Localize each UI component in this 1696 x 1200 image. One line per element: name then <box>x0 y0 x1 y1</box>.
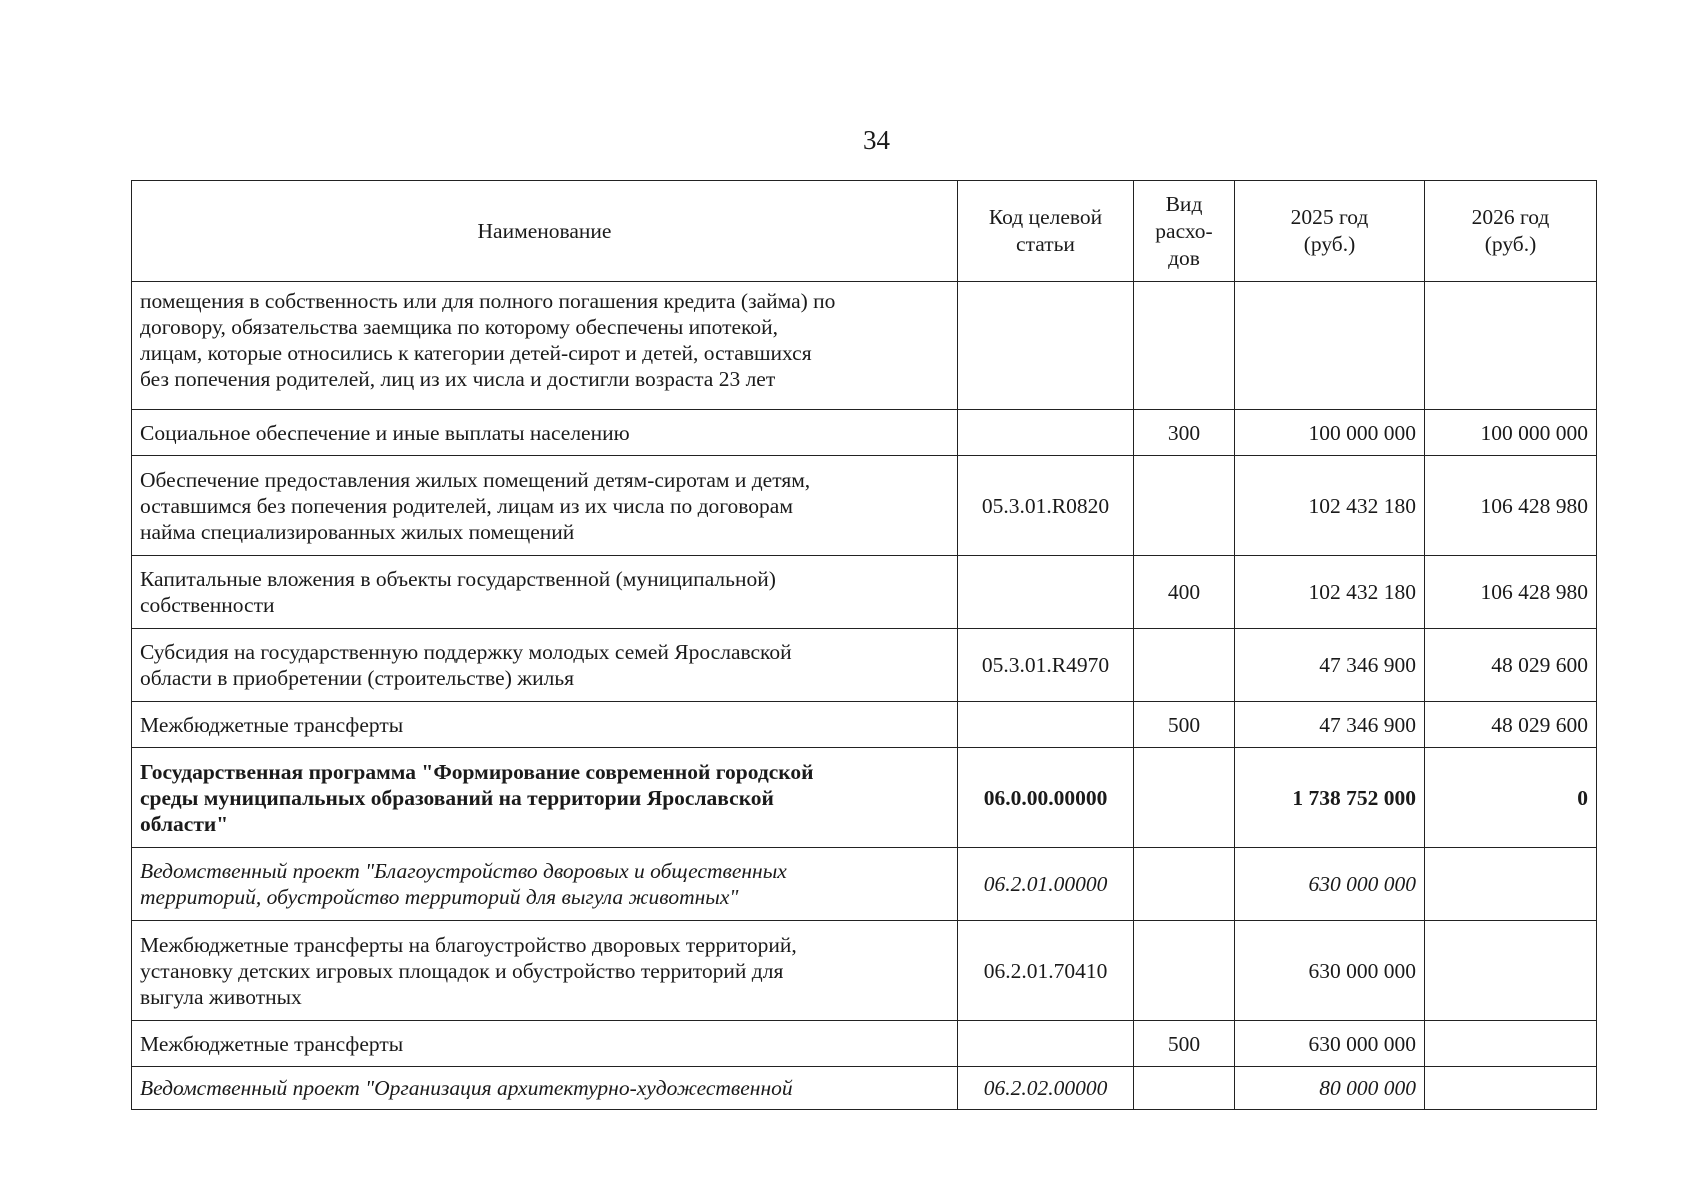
row-code: 06.0.00.00000 <box>958 748 1134 848</box>
row-code: 06.2.02.00000 <box>958 1067 1134 1110</box>
table-row-project <box>132 1067 1597 1110</box>
table-row-program <box>132 748 1597 848</box>
row-code <box>958 702 1134 748</box>
row-2026: 100 000 000 <box>1425 410 1597 456</box>
row-name: Субсидия на государственную поддержку молодых семей Ярославской области в приобретении (строительстве) жилья <box>132 629 958 702</box>
row-name: Государственная программа "Формирование современной городской среды муниципальных образований на территории Ярославской области" <box>132 748 958 848</box>
row-2026: 106 428 980 <box>1425 456 1597 556</box>
row-2025: 630 000 000 <box>1235 1021 1425 1067</box>
row-2025: 80 000 000 <box>1235 1067 1425 1110</box>
row-name: Капитальные вложения в объекты государственной (муниципальной) собственности <box>132 556 958 629</box>
row-expense-type <box>1134 848 1235 921</box>
row-expense-type <box>1134 748 1235 848</box>
row-name: Ведомственный проект "Организация архитектурно-художественной <box>132 1067 958 1110</box>
table-row-project <box>132 848 1597 921</box>
table-row <box>132 702 1597 748</box>
row-code: 06.2.01.00000 <box>958 848 1134 921</box>
header-expense-type: Вид расхо- дов <box>1134 181 1235 282</box>
table-row <box>132 629 1597 702</box>
row-expense-type: 400 <box>1134 556 1235 629</box>
row-code <box>958 282 1134 410</box>
budget-table <box>131 180 1597 1110</box>
header-code: Код целевой статьи <box>958 181 1134 282</box>
row-2026 <box>1425 848 1597 921</box>
row-expense-type <box>1134 456 1235 556</box>
row-2026: 106 428 980 <box>1425 556 1597 629</box>
row-expense-type <box>1134 1067 1235 1110</box>
row-name: Межбюджетные трансферты <box>132 702 958 748</box>
page-number: 34 <box>863 125 890 155</box>
row-expense-type <box>1134 921 1235 1021</box>
row-expense-type: 300 <box>1134 410 1235 456</box>
row-2026: 0 <box>1425 748 1597 848</box>
row-2025: 102 432 180 <box>1235 556 1425 629</box>
row-2025: 630 000 000 <box>1235 848 1425 921</box>
row-name: Ведомственный проект "Благоустройство дворовых и общественных территорий, обустройство территорий для выгула животных" <box>132 848 958 921</box>
row-code <box>958 410 1134 456</box>
header-2026: 2026 год (руб.) <box>1425 181 1597 282</box>
row-expense-type <box>1134 629 1235 702</box>
row-code <box>958 556 1134 629</box>
row-2025: 102 432 180 <box>1235 456 1425 556</box>
row-2026: 48 029 600 <box>1425 629 1597 702</box>
table-row <box>132 921 1597 1021</box>
header-2025: 2025 год (руб.) <box>1235 181 1425 282</box>
row-name: помещения в собственность или для полного погашения кредита (займа) по договору, обязательства заемщика по которому обеспечены ипотекой, лицам, которые относились к категории детей-сирот и детей, оставшихся без попечения родителей, лиц из их числа и достигли возраста 23 лет <box>132 282 958 410</box>
row-2025: 630 000 000 <box>1235 921 1425 1021</box>
row-name: Социальное обеспечение и иные выплаты населению <box>132 410 958 456</box>
table-header-row <box>132 181 1597 282</box>
row-expense-type: 500 <box>1134 1021 1235 1067</box>
row-code: 06.2.01.70410 <box>958 921 1134 1021</box>
table-row <box>132 1021 1597 1067</box>
table-row <box>132 556 1597 629</box>
row-2026 <box>1425 1021 1597 1067</box>
row-code: 05.3.01.R0820 <box>958 456 1134 556</box>
row-2025: 47 346 900 <box>1235 629 1425 702</box>
row-code <box>958 1021 1134 1067</box>
row-2026 <box>1425 921 1597 1021</box>
row-2026 <box>1425 282 1597 410</box>
row-expense-type: 500 <box>1134 702 1235 748</box>
row-2025 <box>1235 282 1425 410</box>
table-row <box>132 456 1597 556</box>
table-row <box>132 410 1597 456</box>
row-2025: 1 738 752 000 <box>1235 748 1425 848</box>
row-code: 05.3.01.R4970 <box>958 629 1134 702</box>
header-name: Наименование <box>132 181 958 282</box>
row-2026: 48 029 600 <box>1425 702 1597 748</box>
row-2025: 100 000 000 <box>1235 410 1425 456</box>
table-row <box>132 282 1597 410</box>
row-2025: 47 346 900 <box>1235 702 1425 748</box>
row-name: Обеспечение предоставления жилых помещений детям-сиротам и детям, оставшимся без попечения родителей, лицам из их числа по договорам найма специализированных жилых помещений <box>132 456 958 556</box>
row-name: Межбюджетные трансферты <box>132 1021 958 1067</box>
row-expense-type <box>1134 282 1235 410</box>
row-name: Межбюджетные трансферты на благоустройство дворовых территорий, установку детских игровых площадок и обустройство территорий для выгула животных <box>132 921 958 1021</box>
row-2026 <box>1425 1067 1597 1110</box>
